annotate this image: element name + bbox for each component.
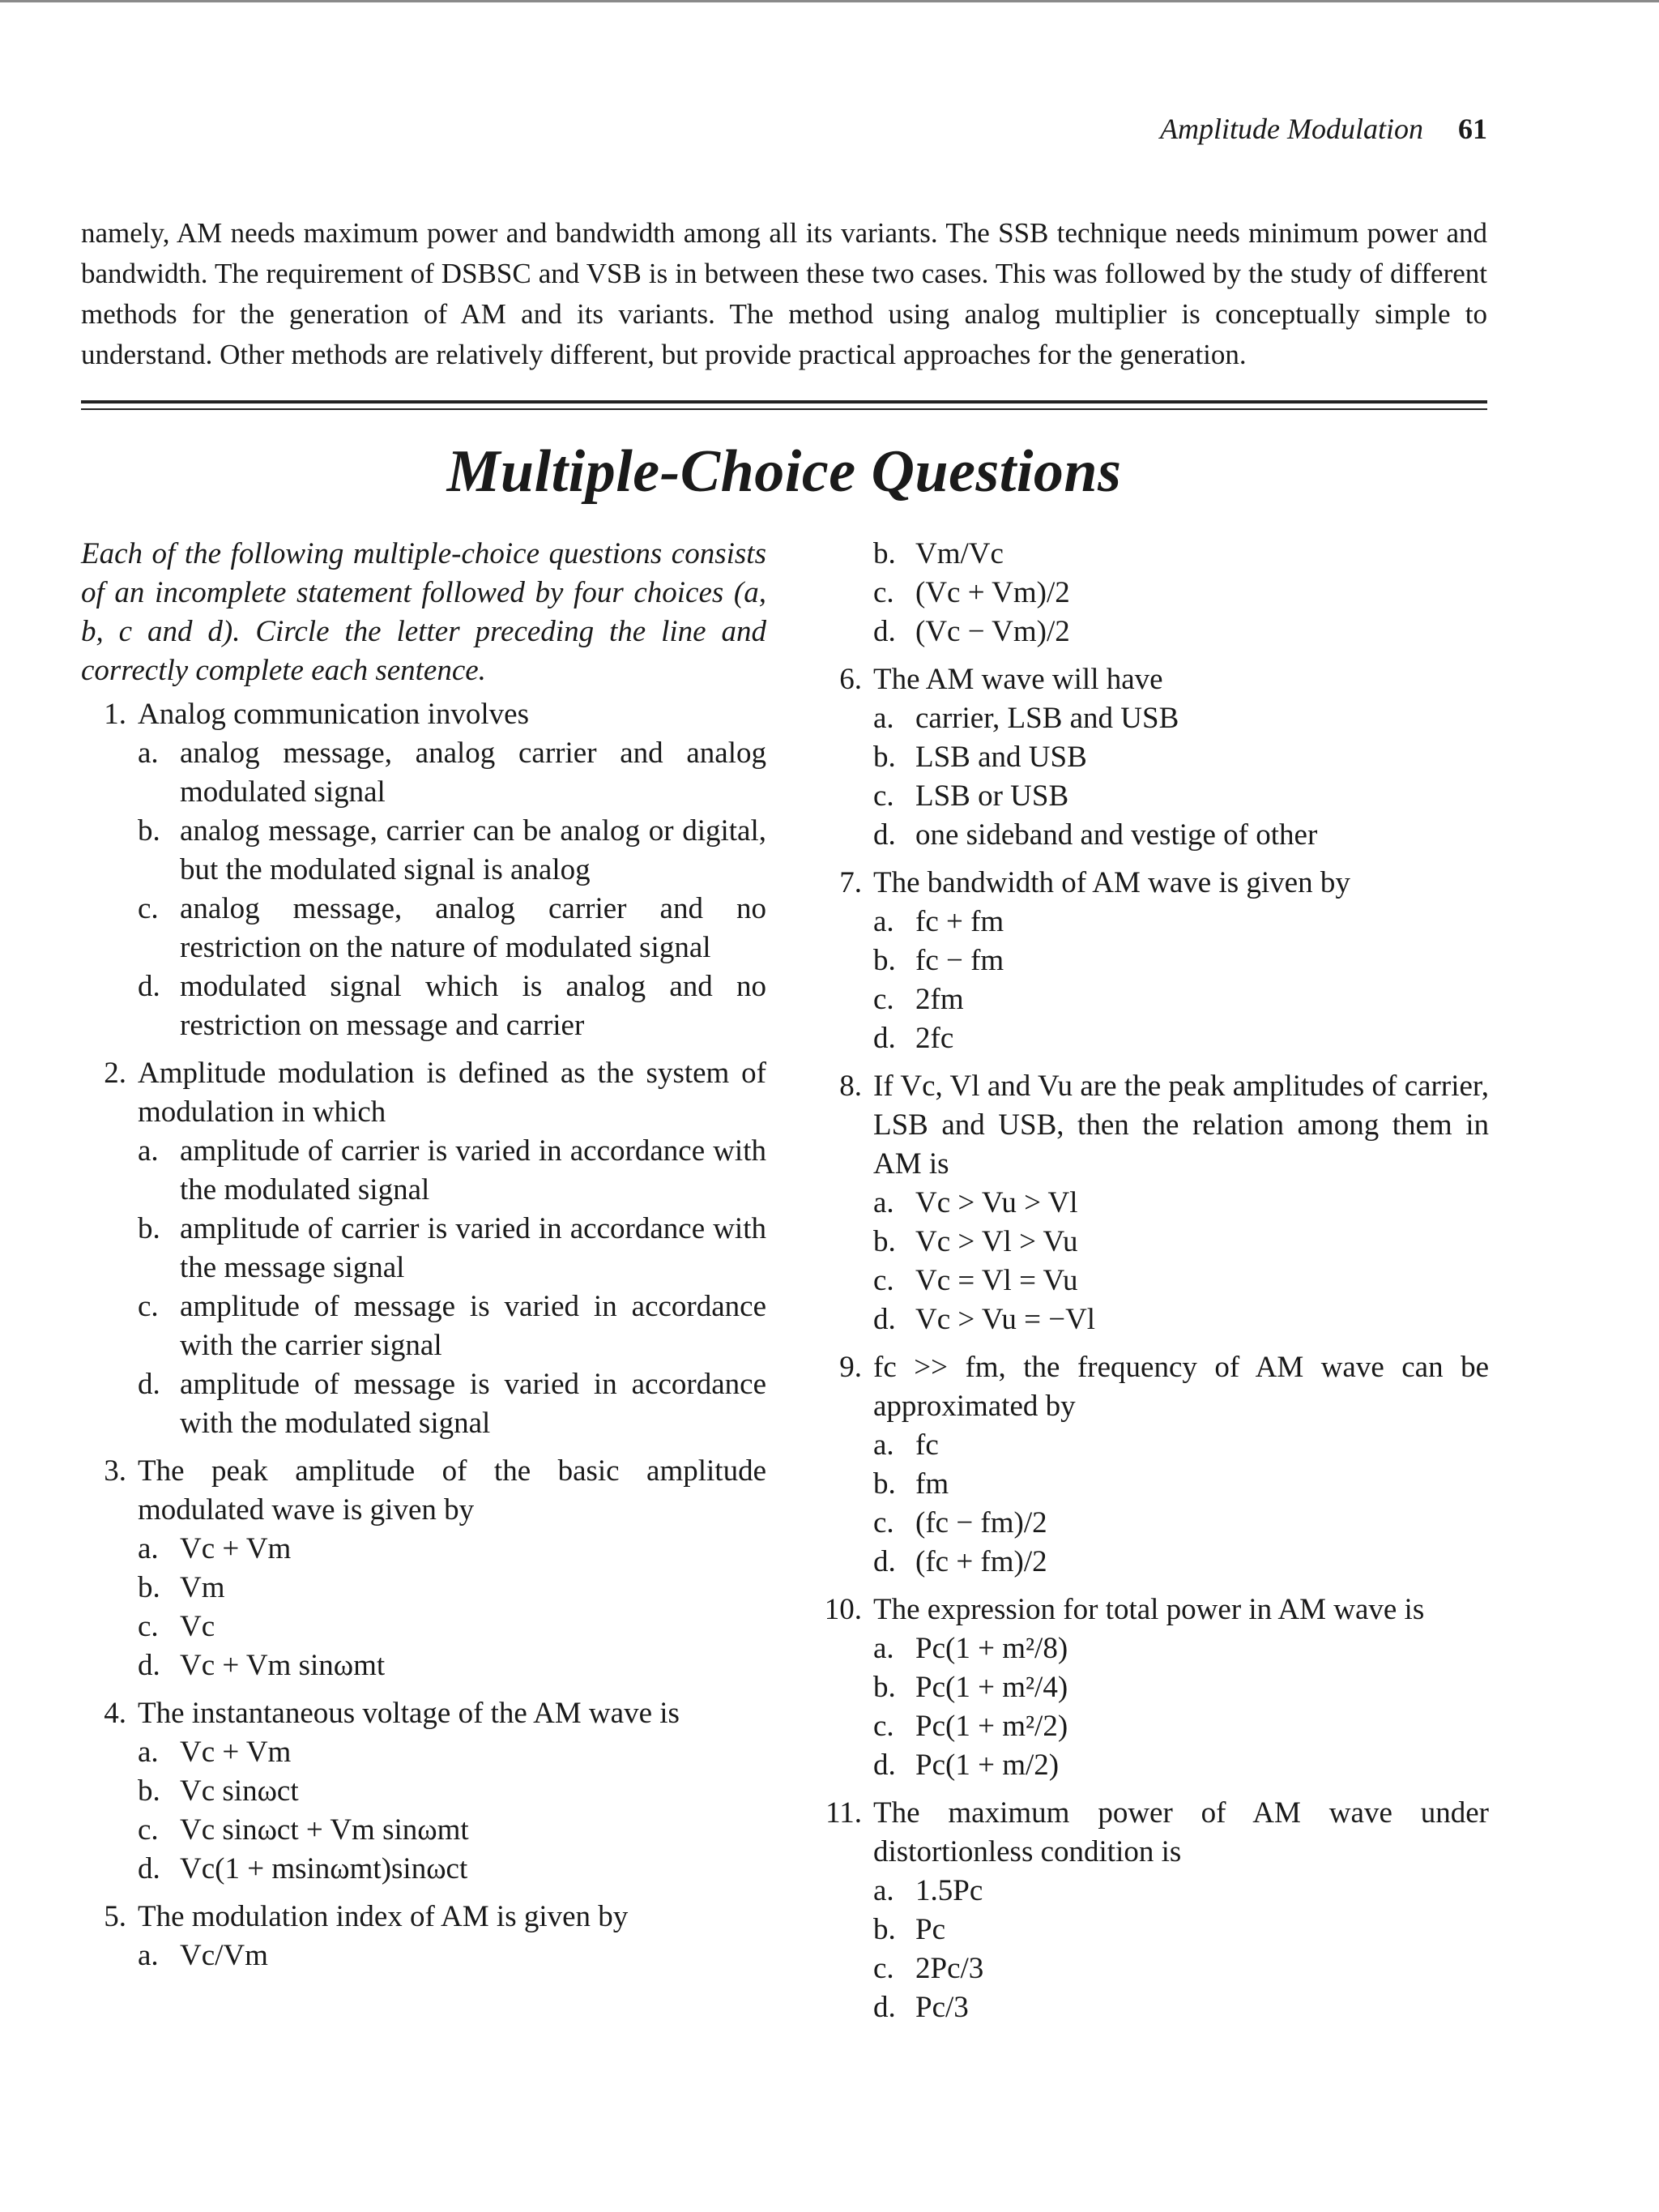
answer-option	[873, 1872, 1489, 1911]
question-number: 5.	[104, 1900, 126, 1933]
question-item	[817, 864, 1489, 1058]
answer-option	[873, 1746, 1489, 1785]
option-letter: a.	[873, 1874, 894, 1907]
answer-option	[138, 1569, 766, 1608]
option-text: fc − fm	[915, 944, 1004, 977]
answer-option	[138, 1608, 766, 1646]
instructions: Each of the following multiple-choice questions consists of an incomplete statement followed by four choices (a, b, c and d). Circle the letter preceding the line and correctly complete each sentence.	[81, 537, 766, 687]
answer-option	[873, 1262, 1489, 1300]
question-item	[817, 660, 1489, 855]
option-text: Pc(1 + m²/8)	[915, 1632, 1068, 1665]
option-letter: b.	[138, 1774, 160, 1808]
option-text: modulated signal which is analog and no restriction on message and carrier	[180, 970, 766, 1042]
question-number: 11.	[825, 1796, 862, 1830]
option-text: amplitude of message is varied in accordance with the modulated signal	[180, 1368, 766, 1440]
option-letter: d.	[138, 1368, 160, 1401]
question-text: fc >> fm, the frequency of AM wave can be approximated by	[873, 1351, 1489, 1423]
option-text: Vm/Vc	[915, 537, 1004, 570]
question-number: 10.	[824, 1593, 862, 1626]
option-letter: b.	[873, 1913, 896, 1946]
answer-option	[873, 1426, 1489, 1465]
option-text: analog message, analog carrier and analog modulated signal	[180, 737, 766, 809]
question-stem	[81, 695, 766, 734]
question-number: 8.	[839, 1070, 862, 1103]
answer-option	[873, 1300, 1489, 1339]
option-letter: b.	[138, 1212, 160, 1245]
option-text: Vm	[180, 1571, 225, 1604]
option-letter: a.	[873, 702, 894, 735]
option-letter: d.	[873, 615, 896, 648]
question-text: The bandwidth of AM wave is given by	[873, 866, 1350, 899]
question-stem	[81, 1694, 766, 1733]
answer-option	[873, 1707, 1489, 1746]
question-item	[817, 1067, 1489, 1339]
question-stem	[817, 1591, 1489, 1629]
question-stem	[817, 864, 1489, 903]
answer-option	[138, 1530, 766, 1569]
option-text: (fc − fm)/2	[915, 1506, 1047, 1539]
option-text: fc + fm	[915, 905, 1004, 938]
option-letter: c.	[138, 1610, 159, 1643]
option-text: 2fm	[915, 983, 964, 1016]
option-letter: b.	[873, 944, 896, 977]
answer-option	[138, 1772, 766, 1811]
option-letter: b.	[873, 1467, 896, 1501]
option-letter: a.	[138, 737, 159, 770]
option-text: Pc/3	[915, 1991, 969, 2024]
option-text: analog message, analog carrier and no restriction on the nature of modulated signal	[180, 892, 766, 964]
question-text: The peak amplitude of the basic amplitude modulated wave is given by	[138, 1454, 766, 1527]
answer-option	[873, 1184, 1489, 1223]
answer-option	[873, 1504, 1489, 1543]
question-number: 3.	[104, 1454, 126, 1488]
option-text: Vc	[180, 1610, 215, 1643]
option-letter: d.	[873, 1545, 896, 1578]
option-letter: b.	[873, 537, 896, 570]
option-letter: d.	[873, 1303, 896, 1336]
answer-option	[873, 1223, 1489, 1262]
option-letter: d.	[873, 1991, 896, 2024]
question-item	[81, 1054, 766, 1443]
option-letter: c.	[873, 576, 894, 609]
right-column	[817, 535, 1489, 2036]
option-letter: d.	[138, 1649, 160, 1682]
question-item	[817, 1591, 1489, 1785]
option-letter: c.	[873, 1952, 894, 1985]
option-text: Pc	[915, 1913, 945, 1946]
option-letter: a.	[873, 1186, 894, 1219]
option-letter: b.	[873, 741, 896, 774]
option-letter: c.	[138, 1813, 159, 1847]
option-text: amplitude of message is varied in accordance with the carrier signal	[180, 1290, 766, 1362]
answer-option	[873, 1629, 1489, 1668]
option-letter: a.	[138, 1736, 159, 1769]
option-letter: c.	[873, 1264, 894, 1297]
question-item	[817, 1794, 1489, 2027]
question-number: 2.	[104, 1057, 126, 1090]
option-text: (fc + fm)/2	[915, 1545, 1047, 1578]
answer-option	[873, 738, 1489, 777]
option-text: carrier, LSB and USB	[915, 702, 1179, 735]
question-stem	[81, 1054, 766, 1132]
option-text: fm	[915, 1467, 949, 1501]
option-letter: d.	[138, 1852, 160, 1885]
option-text: Vc sinωct + Vm sinωmt	[180, 1813, 469, 1847]
option-letter: c.	[138, 1290, 159, 1323]
answer-option	[873, 816, 1489, 855]
question-text: The modulation index of AM is given by	[138, 1900, 629, 1933]
answer-option	[138, 734, 766, 812]
question-number: 7.	[839, 866, 862, 899]
answer-option	[873, 942, 1489, 980]
option-text: analog message, carrier can be analog or digital, but the modulated signal is analog	[180, 814, 766, 886]
option-text: Vc > Vu = −Vl	[915, 1303, 1096, 1336]
option-text: (Vc + Vm)/2	[915, 576, 1070, 609]
question-stem	[81, 1452, 766, 1530]
answer-option	[873, 699, 1489, 738]
answer-option	[138, 1287, 766, 1365]
answer-option	[873, 535, 1489, 574]
option-text: 2fc	[915, 1022, 954, 1055]
answer-option	[138, 1210, 766, 1287]
answer-option	[138, 967, 766, 1045]
option-text: fc	[915, 1428, 939, 1462]
option-text: 2Pc/3	[915, 1952, 984, 1985]
question-item	[817, 1348, 1489, 1582]
answer-option	[138, 1811, 766, 1850]
option-text: LSB or USB	[915, 779, 1069, 813]
option-letter: b.	[873, 1671, 896, 1704]
question-text: The instantaneous voltage of the AM wave is	[138, 1697, 680, 1730]
answer-option	[873, 903, 1489, 942]
option-text: Vc + Vm	[180, 1736, 292, 1769]
option-letter: c.	[873, 779, 894, 813]
answer-option	[138, 1850, 766, 1889]
answer-option	[873, 1668, 1489, 1707]
answer-option	[138, 890, 766, 967]
question-item	[81, 695, 766, 1045]
option-text: Vc + Vm sinωmt	[180, 1649, 386, 1682]
answer-option	[873, 574, 1489, 613]
option-text: Pc(1 + m/2)	[915, 1749, 1060, 1782]
option-letter: a.	[873, 1632, 894, 1665]
left-column	[81, 535, 766, 1984]
question-number: 9.	[839, 1351, 862, 1384]
section-rule-thick	[81, 400, 1487, 404]
running-header	[81, 112, 1487, 146]
section-rule-thin	[81, 408, 1487, 410]
option-letter: a.	[138, 1134, 159, 1168]
question-stem	[81, 1898, 766, 1937]
option-letter: d.	[873, 1749, 896, 1782]
question-item	[81, 1452, 766, 1685]
answer-option	[138, 1733, 766, 1772]
option-text: LSB and USB	[915, 741, 1087, 774]
answer-option	[138, 812, 766, 890]
option-letter: b.	[873, 1225, 896, 1258]
option-letter: d.	[873, 1022, 896, 1055]
option-text: amplitude of carrier is varied in accordance with the message signal	[180, 1212, 766, 1284]
option-letter: b.	[138, 814, 160, 848]
top-border-line	[0, 0, 1659, 2]
option-letter: d.	[138, 970, 160, 1003]
question-stem	[817, 1348, 1489, 1426]
question-text: The maximum power of AM wave under distortionless condition is	[873, 1796, 1489, 1868]
running-title: Amplitude Modulation	[1160, 113, 1423, 145]
question-5-continued	[817, 535, 1489, 651]
answer-option	[138, 1132, 766, 1210]
question-number: 4.	[104, 1697, 126, 1730]
answer-option	[873, 1543, 1489, 1582]
intro-paragraph: namely, AM needs maximum power and bandwidth among all its variants. The SSB technique needs minimum power and bandwidth. The requirement of DSBSC and VSB is in between these two cases. This was followed by the study of different methods for the generation of AM and its variants. The method using analog multiplier is conceptually simple to understand. Other methods are relatively different, but provide practical approaches for the generation.	[81, 217, 1487, 370]
question-stem	[817, 1794, 1489, 1872]
option-letter: c.	[873, 1506, 894, 1539]
page-number: 61	[1458, 113, 1487, 145]
option-text: Vc > Vl > Vu	[915, 1225, 1078, 1258]
option-text: (Vc − Vm)/2	[915, 615, 1070, 648]
option-letter: a.	[873, 905, 894, 938]
question-number: 6.	[839, 663, 862, 696]
answer-option	[873, 613, 1489, 651]
answer-option	[138, 1365, 766, 1443]
option-text: Vc sinωct	[180, 1774, 299, 1808]
option-text: 1.5Pc	[915, 1874, 983, 1907]
answer-option	[873, 1911, 1489, 1949]
answer-option	[873, 777, 1489, 816]
answer-option	[873, 1019, 1489, 1058]
section-title: Multiple-Choice Questions	[446, 438, 1122, 505]
option-letter: a.	[138, 1939, 159, 1972]
answer-option	[873, 1465, 1489, 1504]
option-text: Vc(1 + msinωmt)sinωct	[180, 1852, 468, 1885]
option-text: Pc(1 + m²/4)	[915, 1671, 1068, 1704]
option-letter: d.	[873, 818, 896, 852]
answer-option	[873, 980, 1489, 1019]
option-text: one sideband and vestige of other	[915, 818, 1318, 852]
question-text: The expression for total power in AM wave is	[873, 1593, 1425, 1626]
answer-option	[138, 1646, 766, 1685]
option-letter: b.	[138, 1571, 160, 1604]
answer-option	[873, 1988, 1489, 2027]
option-text: Vc > Vu > Vl	[915, 1186, 1078, 1219]
question-text: If Vc, Vl and Vu are the peak amplitudes of carrier, LSB and USB, then the relation among them in AM is	[873, 1070, 1489, 1181]
option-letter: a.	[873, 1428, 894, 1462]
question-item	[81, 1898, 766, 1975]
option-letter: c.	[873, 983, 894, 1016]
question-text: Amplitude modulation is defined as the system of modulation in which	[138, 1057, 766, 1129]
option-text: Vc/Vm	[180, 1939, 268, 1972]
option-text: amplitude of carrier is varied in accordance with the modulated signal	[180, 1134, 766, 1206]
option-text: Pc(1 + m²/2)	[915, 1710, 1068, 1743]
answer-option	[873, 1949, 1489, 1988]
question-item	[81, 1694, 766, 1889]
option-text: Vc = Vl = Vu	[915, 1264, 1078, 1297]
question-text: Analog communication involves	[138, 698, 529, 731]
question-text: The AM wave will have	[873, 663, 1163, 696]
question-stem	[817, 1067, 1489, 1184]
option-letter: a.	[138, 1532, 159, 1565]
option-text: Vc + Vm	[180, 1532, 292, 1565]
question-number: 1.	[104, 698, 126, 731]
question-stem	[817, 660, 1489, 699]
option-letter: c.	[138, 892, 159, 925]
option-letter: c.	[873, 1710, 894, 1743]
answer-option	[138, 1937, 766, 1975]
